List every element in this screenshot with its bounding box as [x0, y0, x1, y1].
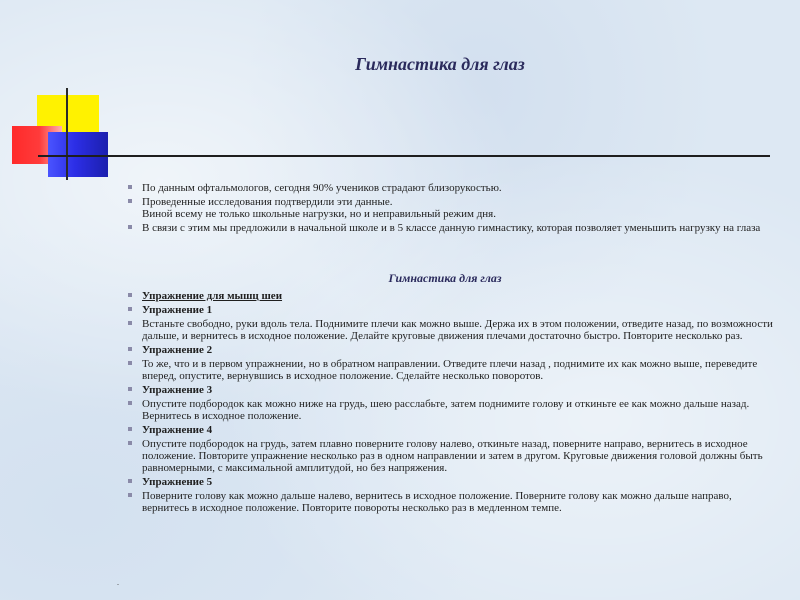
- exercise-text: Упражнение 4: [142, 424, 213, 436]
- bullet-icon: [128, 185, 132, 189]
- bullet-icon: [128, 293, 132, 297]
- exercise-heading: [115, 290, 775, 302]
- exercise-description: [115, 438, 775, 474]
- exercise-text: Упражнение для мышц шеи: [142, 290, 283, 302]
- intro-list: [115, 182, 775, 236]
- exercise-text: То же, что и в первом упражнении, но в обратном направлении. Отведите плечи назад , поднимите их как можно выше, переведите вперед, опустите, вернувшись в исходное положение. Сделайте несколько поворотов.: [142, 358, 758, 382]
- exercise-heading: [115, 384, 775, 396]
- bullet-icon: [128, 199, 132, 203]
- intro-item: [115, 222, 775, 234]
- exercise-description: [115, 358, 775, 382]
- footer-mark: .: [117, 578, 119, 587]
- intro-line: Проведенные исследования подтвердили эти данные.: [142, 196, 393, 208]
- intro-item: [115, 196, 775, 220]
- horizontal-rule: [38, 155, 770, 157]
- bullet-icon: [128, 307, 132, 311]
- exercise-description: [115, 490, 775, 514]
- bullet-icon: [128, 361, 132, 365]
- exercise-text: Упражнение 3: [142, 384, 213, 396]
- bullet-icon: [128, 347, 132, 351]
- exercise-text: Поверните голову как можно дальше налево, вернитесь в исходное положение. Поверните голову как можно дальше направо, вернитесь в исходное положение. Повторите повороты несколько раз в медленном темпе.: [142, 490, 732, 514]
- bullet-icon: [128, 387, 132, 391]
- exercise-description: [115, 398, 775, 422]
- exercise-heading: [115, 476, 775, 488]
- section-subtitle: Гимнастика для глаз: [388, 271, 502, 285]
- exercise-list: [115, 290, 775, 516]
- bullet-icon: [128, 225, 132, 229]
- vertical-rule: [66, 88, 68, 180]
- exercise-heading: [115, 424, 775, 436]
- bullet-icon: [128, 427, 132, 431]
- exercise-text: Опустите подбородок на грудь, затем плавно поверните голову налево, откиньте назад, поверните направо, вернитесь в исходное положение. Повторите упражнение несколько раз в одном направлении и затем в другом. Круговые движения головой должны быть равномерными, с максимальной амплитудой, но без напряжения.: [142, 438, 763, 474]
- exercise-text: Опустите подбородок как можно ниже на грудь, шею расслабьте, затем поднимите голову и откиньте ее как можно дальше назад. Вернитесь в исходное положение.: [142, 398, 750, 422]
- exercise-description: [115, 318, 775, 342]
- exercise-text: Упражнение 1: [142, 304, 213, 316]
- slide-title: Гимнастика для глаз: [355, 54, 525, 74]
- intro-line: Виной всему не только школьные нагрузки, но и неправильный режим дня.: [142, 208, 496, 220]
- intro-line: В связи с этим мы предложили в начальной школе и в 5 классе данную гимнастику, которая позволяет уменьшить нагрузку на глаза: [142, 222, 761, 234]
- intro-item: [115, 182, 775, 194]
- bullet-icon: [128, 321, 132, 325]
- intro-line: По данным офтальмологов, сегодня 90% учеников страдают близорукостью.: [142, 182, 502, 194]
- exercise-text: Упражнение 2: [142, 344, 213, 356]
- bullet-icon: [128, 493, 132, 497]
- bullet-icon: [128, 479, 132, 483]
- exercise-text: Встаньте свободно, руки вдоль тела. Поднимите плечи как можно выше. Держа их в этом положении, отведите назад, по возможности дальше, и вернитесь в исходное положение. Делайте круговые движения плечами достаточно быстро. Повторите несколько раз.: [142, 318, 773, 342]
- exercise-heading: [115, 304, 775, 316]
- exercise-heading: [115, 344, 775, 356]
- bullet-icon: [128, 441, 132, 445]
- exercise-text: Упражнение 5: [142, 476, 213, 488]
- bullet-icon: [128, 401, 132, 405]
